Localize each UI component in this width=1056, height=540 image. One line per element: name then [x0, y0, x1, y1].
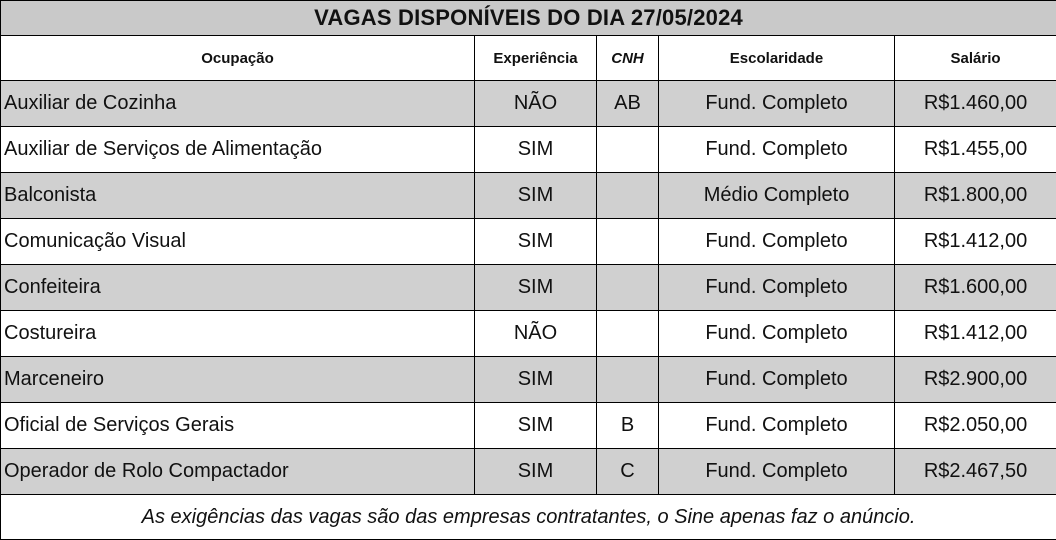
- table-row: [1, 449, 1056, 495]
- cell-escolaridade: Fund. Completo: [659, 403, 895, 449]
- cell-cnh: [597, 173, 659, 219]
- cell-experiencia: SIM: [475, 265, 597, 311]
- table-row: [1, 81, 1056, 127]
- cell-cnh: B: [597, 403, 659, 449]
- cell-ocupacao: Confeiteira: [1, 265, 475, 311]
- cell-salario: R$1.600,00: [895, 265, 1056, 311]
- cell-escolaridade: Fund. Completo: [659, 265, 895, 311]
- cell-experiencia: NÃO: [475, 81, 597, 127]
- cell-salario: R$1.455,00: [895, 127, 1056, 173]
- cell-ocupacao: Costureira: [1, 311, 475, 357]
- cell-experiencia: SIM: [475, 173, 597, 219]
- cell-cnh: AB: [597, 81, 659, 127]
- table-row: [1, 357, 1056, 403]
- cell-escolaridade: Fund. Completo: [659, 127, 895, 173]
- cell-ocupacao: Auxiliar de Serviços de Alimentação: [1, 127, 475, 173]
- cell-escolaridade: Médio Completo: [659, 173, 895, 219]
- cell-escolaridade: Fund. Completo: [659, 81, 895, 127]
- cell-salario: R$1.412,00: [895, 311, 1056, 357]
- cell-ocupacao: Comunicação Visual: [1, 219, 475, 265]
- cell-cnh: C: [597, 449, 659, 495]
- table-row: [1, 311, 1056, 357]
- cell-experiencia: SIM: [475, 219, 597, 265]
- cell-salario: R$2.467,50: [895, 449, 1056, 495]
- table-row: [1, 173, 1056, 219]
- table-title: VAGAS DISPONÍVEIS DO DIA 27/05/2024: [1, 1, 1056, 36]
- footer-row: [1, 495, 1056, 540]
- cell-ocupacao: Operador de Rolo Compactador: [1, 449, 475, 495]
- cell-salario: R$2.050,00: [895, 403, 1056, 449]
- cell-escolaridade: Fund. Completo: [659, 311, 895, 357]
- footer-note: As exigências das vagas são das empresas contratantes, o Sine apenas faz o anúncio.: [1, 495, 1056, 540]
- header-row: [1, 36, 1056, 81]
- cell-cnh: [597, 311, 659, 357]
- header-experiencia: Experiência: [475, 36, 597, 81]
- cell-experiencia: SIM: [475, 403, 597, 449]
- table-row: [1, 403, 1056, 449]
- cell-ocupacao: Balconista: [1, 173, 475, 219]
- table-row: [1, 127, 1056, 173]
- cell-experiencia: NÃO: [475, 311, 597, 357]
- cell-experiencia: SIM: [475, 357, 597, 403]
- table-row: [1, 219, 1056, 265]
- cell-cnh: [597, 219, 659, 265]
- cell-ocupacao: Marceneiro: [1, 357, 475, 403]
- cell-escolaridade: Fund. Completo: [659, 449, 895, 495]
- header-salario: Salário: [895, 36, 1056, 81]
- cell-salario: R$1.460,00: [895, 81, 1056, 127]
- title-row: [1, 1, 1056, 36]
- cell-salario: R$1.800,00: [895, 173, 1056, 219]
- header-escolaridade: Escolaridade: [659, 36, 895, 81]
- cell-ocupacao: Oficial de Serviços Gerais: [1, 403, 475, 449]
- cell-cnh: [597, 127, 659, 173]
- cell-escolaridade: Fund. Completo: [659, 357, 895, 403]
- cell-salario: R$2.900,00: [895, 357, 1056, 403]
- cell-cnh: [597, 265, 659, 311]
- cell-escolaridade: Fund. Completo: [659, 219, 895, 265]
- cell-experiencia: SIM: [475, 449, 597, 495]
- header-cnh: CNH: [597, 36, 659, 81]
- cell-experiencia: SIM: [475, 127, 597, 173]
- header-ocupacao: Ocupação: [1, 36, 475, 81]
- cell-salario: R$1.412,00: [895, 219, 1056, 265]
- table-row: [1, 265, 1056, 311]
- cell-ocupacao: Auxiliar de Cozinha: [1, 81, 475, 127]
- cell-cnh: [597, 357, 659, 403]
